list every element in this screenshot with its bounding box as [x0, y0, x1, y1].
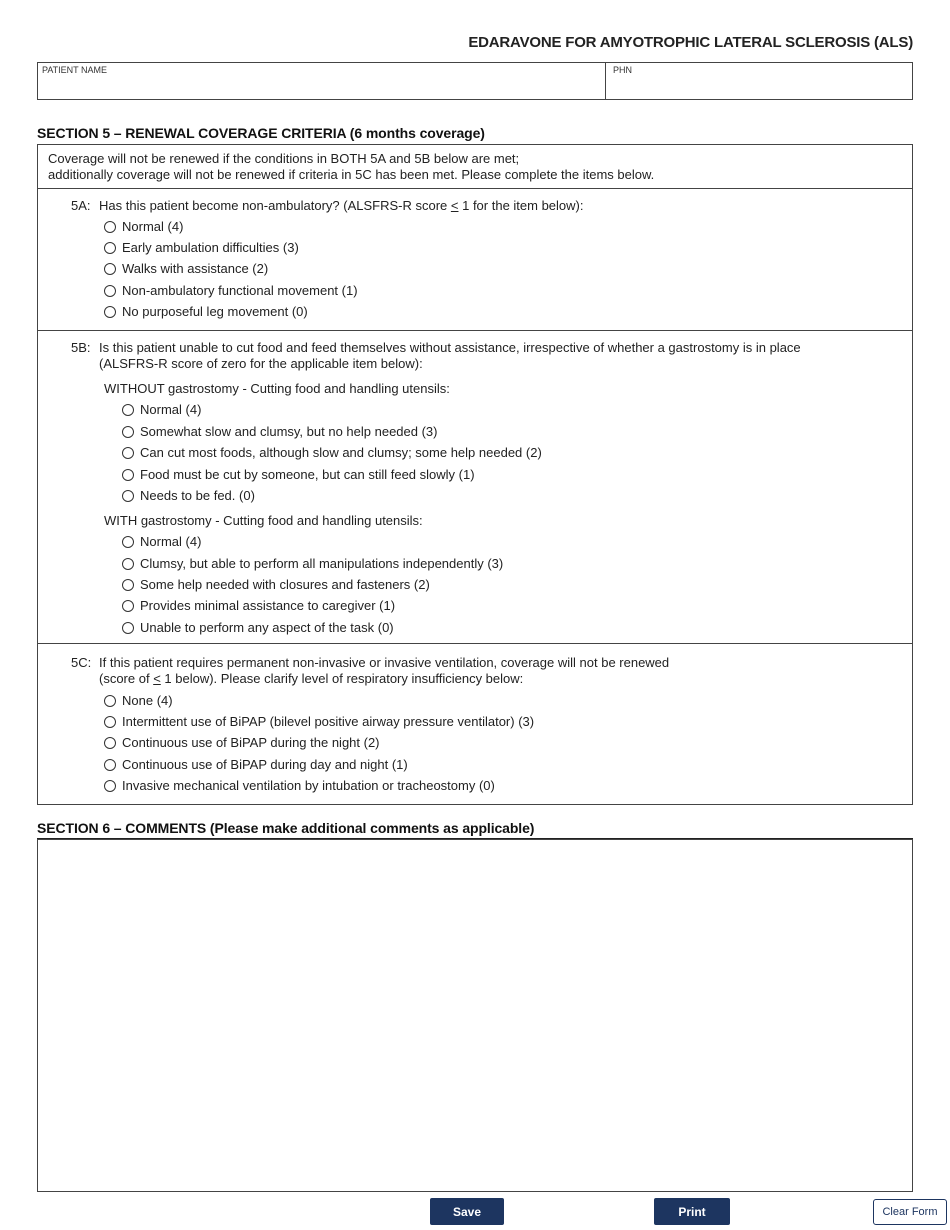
radio-5b-without-option[interactable]: [122, 467, 475, 482]
radio-5b-without-option[interactable]: [122, 424, 437, 439]
radio-circle-icon[interactable]: [122, 404, 134, 416]
intro-line-2: additionally coverage will not be renewed if criteria in 5C has been met. Please complete the items below.: [48, 167, 655, 182]
question-5c-text-after: 1 below). Please clarify level of respiratory insufficiency below:: [160, 671, 524, 686]
radio-circle-icon[interactable]: [104, 221, 116, 233]
phn-input[interactable]: [606, 76, 912, 99]
radio-circle-icon[interactable]: [104, 285, 116, 297]
radio-circle-icon[interactable]: [104, 242, 116, 254]
le-symbol: <: [450, 198, 459, 213]
section-6-heading: SECTION 6 – COMMENTS (Please make additional comments as applicable): [37, 820, 535, 836]
clear-form-button[interactable]: Clear Form: [873, 1199, 947, 1225]
question-5a-text: [99, 198, 583, 214]
radio-circle-icon[interactable]: [104, 737, 116, 749]
radio-5a-label: Normal (4): [122, 219, 184, 234]
radio-circle-icon[interactable]: [104, 263, 116, 275]
radio-5c-option[interactable]: [104, 714, 534, 729]
question-5a-text-after: 1 for the item below):: [458, 198, 584, 213]
radio-circle-icon[interactable]: [122, 536, 134, 548]
radio-5a-option[interactable]: [104, 240, 299, 255]
question-5b-box: [37, 330, 913, 644]
radio-5c-option[interactable]: [104, 693, 173, 708]
section-5-heading: SECTION 5 – RENEWAL COVERAGE CRITERIA (6 months coverage): [37, 125, 485, 141]
radio-circle-icon[interactable]: [122, 469, 134, 481]
phn-cell: [606, 63, 912, 99]
radio-5b-label: Normal (4): [140, 402, 202, 417]
question-5c-text-line1: If this patient requires permanent non-invasive or invasive ventilation, coverage will not be renewed: [99, 655, 670, 670]
question-5b-text-line2: (ALSFRS-R score of zero for the applicable item below):: [99, 356, 423, 371]
question-5b-text-line1: Is this patient unable to cut food and feed themselves without assistance, irrespective of whether a gastrostomy is in place: [99, 340, 801, 355]
radio-5c-label: Invasive mechanical ventilation by intubation or tracheostomy (0): [122, 778, 495, 793]
radio-5b-label: Provides minimal assistance to caregiver (1): [140, 598, 396, 613]
radio-5b-label: Clumsy, but able to perform all manipulations independently (3): [140, 556, 504, 571]
radio-5a-label: No purposeful leg movement (0): [122, 304, 308, 319]
radio-5b-with-option[interactable]: [122, 556, 503, 571]
radio-circle-icon[interactable]: [122, 447, 134, 459]
patient-name-input[interactable]: [38, 76, 605, 99]
radio-5a-label: Walks with assistance (2): [122, 261, 269, 276]
radio-5b-label: Can cut most foods, although slow and clumsy; some help needed (2): [140, 445, 542, 460]
phn-label: PHN: [613, 65, 633, 75]
radio-5b-without-option[interactable]: [122, 488, 255, 503]
radio-circle-icon[interactable]: [104, 695, 116, 707]
question-5c-box: [37, 643, 913, 805]
radio-5b-without-option[interactable]: [122, 402, 201, 417]
radio-5b-with-option[interactable]: [122, 620, 394, 635]
radio-circle-icon[interactable]: [104, 306, 116, 318]
le-symbol: <: [153, 671, 161, 686]
radio-5b-label: Somewhat slow and clumsy, but no help needed (3): [140, 424, 438, 439]
radio-5b-label: Food must be cut by someone, but can still feed slowly (1): [140, 467, 475, 482]
radio-5b-with-option[interactable]: [122, 534, 201, 549]
radio-circle-icon[interactable]: [104, 759, 116, 771]
radio-5c-option[interactable]: [104, 778, 495, 793]
section-5-intro: [37, 144, 913, 189]
radio-circle-icon[interactable]: [122, 600, 134, 612]
without-gastrostomy-label: WITHOUT gastrostomy - Cutting food and handling utensils:: [104, 381, 450, 396]
patient-name-cell: [38, 63, 606, 99]
radio-circle-icon[interactable]: [104, 780, 116, 792]
radio-5c-label: Continuous use of BiPAP during the night (2): [122, 735, 380, 750]
radio-5b-with-option[interactable]: [122, 598, 395, 613]
form-title: EDARAVONE FOR AMYOTROPHIC LATERAL SCLEROSIS (ALS): [468, 34, 913, 51]
radio-5b-label: Normal (4): [140, 534, 202, 549]
question-5a-number: 5A:: [71, 198, 91, 213]
radio-5b-label: Needs to be fed. (0): [140, 488, 255, 503]
radio-5a-option[interactable]: [104, 283, 358, 298]
radio-5b-with-option[interactable]: [122, 577, 430, 592]
radio-5b-without-option[interactable]: [122, 445, 542, 460]
with-gastrostomy-label: WITH gastrostomy - Cutting food and handling utensils:: [104, 513, 423, 528]
question-5c-number: 5C:: [71, 655, 92, 670]
radio-circle-icon[interactable]: [122, 490, 134, 502]
intro-line-1: Coverage will not be renewed if the conditions in BOTH 5A and 5B below are met;: [48, 151, 520, 166]
comments-textarea[interactable]: [38, 840, 912, 1191]
radio-5c-label: None (4): [122, 693, 173, 708]
radio-5a-option[interactable]: [104, 304, 308, 319]
radio-5c-label: Intermittent use of BiPAP (bilevel positive airway pressure ventilator) (3): [122, 714, 535, 729]
question-5b-number: 5B:: [71, 340, 91, 355]
radio-5c-option[interactable]: [104, 735, 380, 750]
patient-name-label: PATIENT NAME: [42, 65, 108, 75]
radio-circle-icon[interactable]: [122, 579, 134, 591]
radio-5c-label: Continuous use of BiPAP during day and night (1): [122, 757, 408, 772]
radio-5a-option[interactable]: [104, 219, 183, 234]
radio-circle-icon[interactable]: [122, 426, 134, 438]
radio-5c-option[interactable]: [104, 757, 408, 772]
print-button[interactable]: Print: [654, 1198, 730, 1225]
question-5c-text-before: (score of: [99, 671, 154, 686]
comments-box: [37, 839, 913, 1192]
save-button[interactable]: Save: [430, 1198, 504, 1225]
radio-circle-icon[interactable]: [122, 558, 134, 570]
patient-id-box: [37, 62, 913, 100]
radio-5a-label: Early ambulation difficulties (3): [122, 240, 299, 255]
radio-5a-option[interactable]: [104, 261, 268, 276]
question-5c-text-line2: [99, 671, 523, 687]
radio-5b-label: Some help needed with closures and fasteners (2): [140, 577, 430, 592]
question-5a-text-before: Has this patient become non-ambulatory? (ALSFRS-R score: [99, 198, 451, 213]
radio-5b-label: Unable to perform any aspect of the task (0): [140, 620, 394, 635]
question-5a-box: [37, 188, 913, 331]
radio-circle-icon[interactable]: [122, 622, 134, 634]
radio-5a-label: Non-ambulatory functional movement (1): [122, 283, 358, 298]
radio-circle-icon[interactable]: [104, 716, 116, 728]
